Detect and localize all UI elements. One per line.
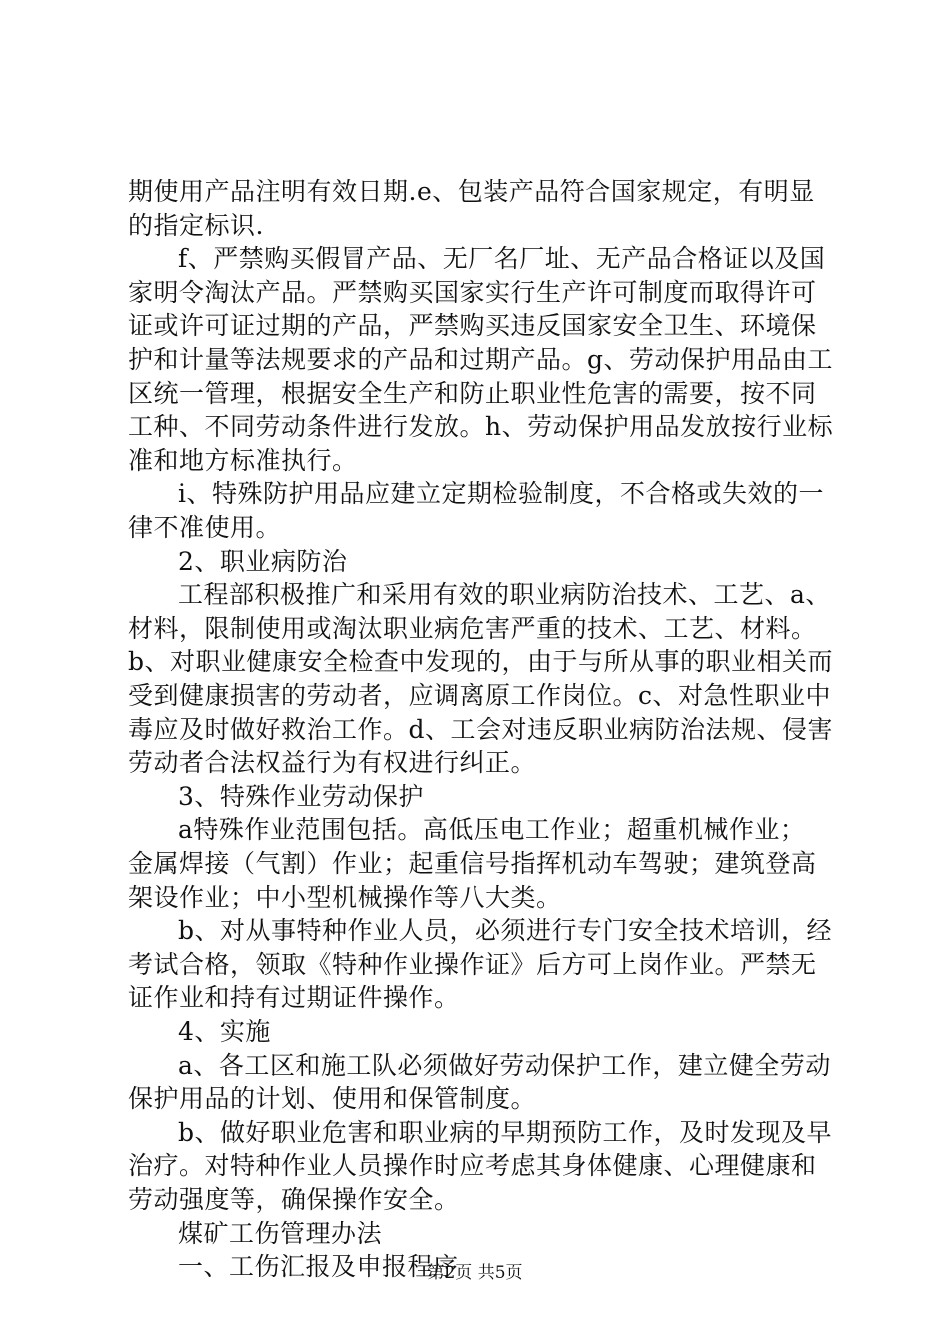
section-heading: 4、实施	[178, 1017, 271, 1046]
body-text-line: f、严禁购买假冒产品、无厂名厂址、无产品合格证以及国	[178, 244, 826, 273]
body-text-line: 工程部积极推广和采用有效的职业病防治技术、工艺、a、	[178, 580, 831, 609]
body-text-line: 材料，限制使用或淘汰职业病危害严重的技术、工艺、材料。	[128, 614, 817, 643]
body-text-line: a特殊作业范围包括。高低压电工作业；超重机械作业；	[178, 815, 806, 844]
body-text-line: b、对从事特种作业人员，必须进行专门安全技术培训，经	[178, 916, 833, 945]
body-text-line: 治疗。对特种作业人员操作时应考虑其身体健康、心理健康和	[128, 1151, 817, 1180]
body-text-line: 金属焊接（气割）作业；起重信号指挥机动车驾驶；建筑登高	[128, 849, 817, 878]
body-text-line: a、各工区和施工队必须做好劳动保护工作，建立健全劳动	[178, 1051, 831, 1080]
body-text-line: 工种、不同劳动条件进行发放。h、劳动保护用品发放按行业标	[128, 412, 834, 441]
body-text-line: 架设作业；中小型机械操作等八大类。	[128, 883, 562, 912]
section-heading: 2、职业病防治	[178, 547, 348, 576]
body-text-line: 准和地方标准执行。	[128, 446, 358, 475]
section-heading: 3、特殊作业劳动保护	[178, 782, 424, 811]
body-text-line: 劳动强度等，确保操作安全。	[128, 1185, 460, 1214]
body-text-line: 的指定标识.	[128, 211, 264, 240]
document-title: 煤矿工伤管理办法	[178, 1219, 383, 1248]
section-heading: 一、工伤汇报及申报程序	[178, 1252, 459, 1281]
body-text-line: 护和计量等法规要求的产品和过期产品。g、劳动保护用品由工	[128, 345, 834, 374]
body-text-line: 保护用品的计划、使用和保管制度。	[128, 1084, 537, 1113]
body-text-line: 律不准使用。	[128, 513, 282, 542]
body-text-line: 劳动者合法权益行为有权进行纠正。	[128, 748, 537, 777]
body-text-line: 家明令淘汰产品。严禁购买国家实行生产许可制度而取得许可	[128, 278, 817, 307]
body-text-line: 毒应及时做好救治工作。d、工会对违反职业病防治法规、侵害	[128, 715, 834, 744]
body-text-line: 期使用产品注明有效日期.e、包装产品符合国家规定，有明显	[128, 177, 815, 206]
body-text-line: 证或许可证过期的产品，严禁购买违反国家安全卫生、环境保	[128, 311, 817, 340]
body-text-line: 受到健康损害的劳动者，应调离原工作岗位。c、对急性职业中	[128, 681, 832, 710]
body-text-line: 证作业和持有过期证件操作。	[128, 983, 460, 1012]
body-text-line: b、对职业健康安全检查中发现的，由于与所从事的职业相关而	[128, 647, 834, 676]
page-number-footer: 第2页 共5页	[427, 1263, 523, 1283]
body-text-line: i、特殊防护用品应建立定期检验制度，不合格或失效的一	[178, 479, 824, 508]
body-text-line: 考试合格，领取《特种作业操作证》后方可上岗作业。严禁无	[128, 950, 817, 979]
body-text-line: b、做好职业危害和职业病的早期预防工作，及时发现及早	[178, 1118, 833, 1147]
body-text-line: 区统一管理，根据安全生产和防止职业性危害的需要，按不同	[128, 379, 817, 408]
